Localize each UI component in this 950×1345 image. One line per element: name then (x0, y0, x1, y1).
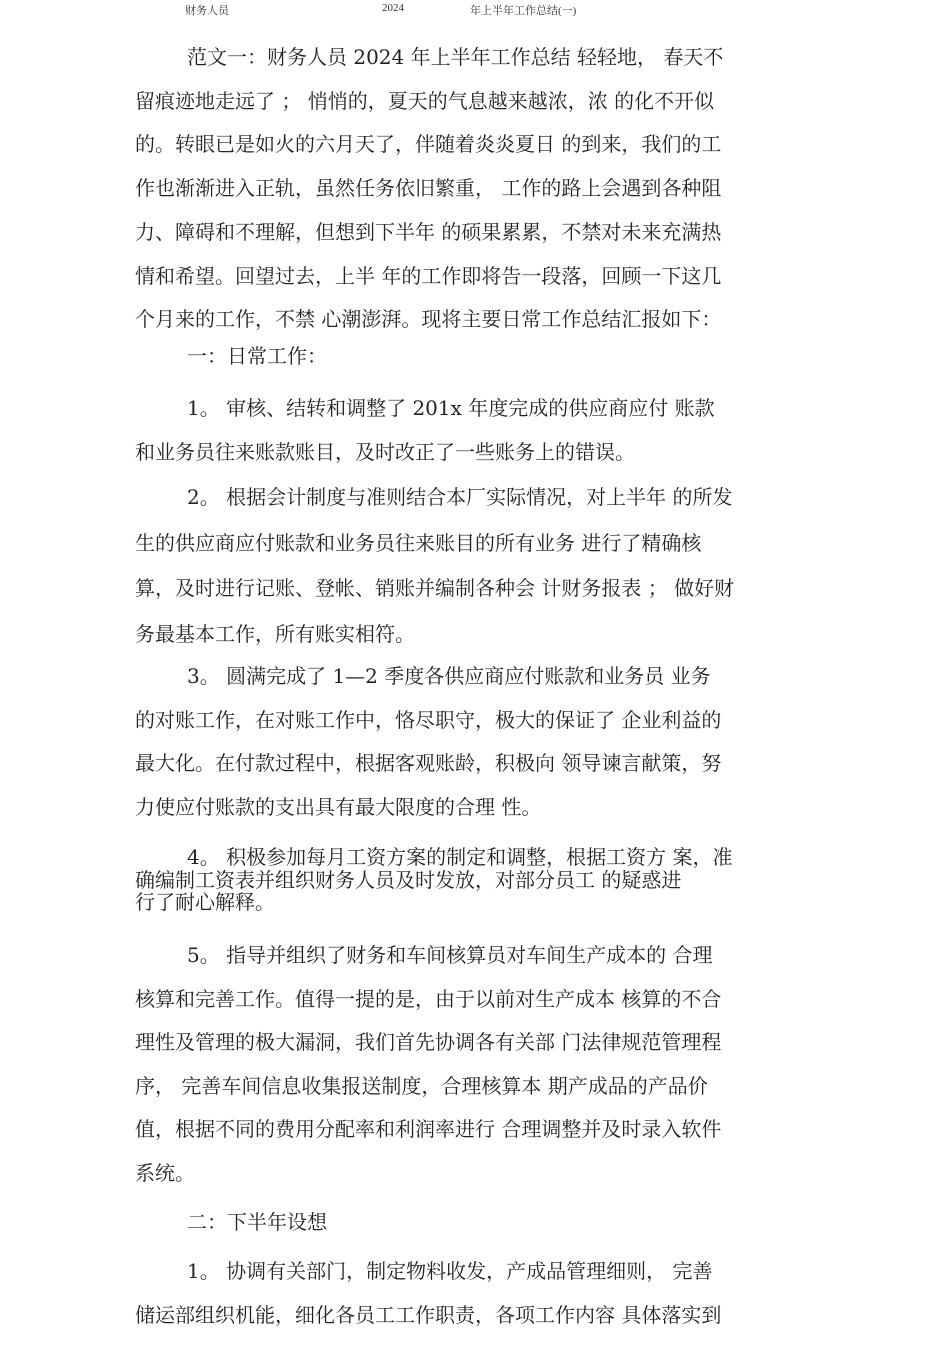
text-line: 2。 根据会计制度与准则结合本厂实际情况，对上半年 的所发 (187, 485, 733, 509)
text-line: 力、障碍和不理解，但想到下半年 的硕果累累，不禁对未来充满热 (135, 219, 722, 244)
text-line: 作也渐渐进入正轨，虽然任务依旧繁重， 工作的路上会遇到各种阻 (135, 176, 722, 201)
header-left: 财务人员 (185, 5, 229, 17)
text-line: 1。 审核、结转和调整了 201x 年度完成的供应商应付 账款 (187, 396, 715, 420)
text-line: 范文一：财务人员 2024 年上半年工作总结 轻轻地， 春天不 (187, 45, 724, 69)
section-heading-second-half (135, 1207, 795, 1237)
text-line: 留痕迹地走远了 ； 悄悄的，夏天的气息越来越浓，浓 的化不开似 (135, 88, 715, 113)
text-line: 4。 积极参加每月工资方案的制定和调整，根据工资方 案，准 (187, 845, 733, 869)
text-line: 务最基本工作，所有账实相符。 (135, 621, 415, 646)
text-line: 序， 完善车间信息收集报送制度，合理核算本 期产成品的产品价 (135, 1073, 708, 1098)
item-4-paragraph (135, 846, 800, 914)
item-5-paragraph (135, 934, 795, 1195)
text-line: 和业务员往来账款账目，及时改正了一些账务上的错误。 (135, 439, 635, 464)
text-line: 力使应付账款的支出具有最大限度的合理 性。 (135, 794, 542, 819)
item-2-paragraph (135, 475, 795, 657)
text-line: 1。 协调有关部门，制定物料收发，产成品管理细则， 完善 (187, 1259, 713, 1283)
text-line: 算，及时进行记账、登帐、销账并编制各种会 计财务报表 ； 做好财 (135, 576, 735, 600)
item-3-paragraph (135, 655, 795, 829)
text-line: 3。 圆满完成了 1—2 季度各供应商应付账款和业务员 业务 (187, 664, 711, 688)
text-line: 行了耐心解释。 (135, 890, 275, 914)
text-line: 值，根据不同的费用分配率和利润率进行 合理调整并及时录入软件 (135, 1117, 722, 1141)
text-line: 储运部组织机能，细化各员工工作职责，各项工作内容 具体落实到 (135, 1302, 722, 1327)
plan-item-1-paragraph (135, 1250, 795, 1337)
text-line: 系统。 (135, 1160, 195, 1185)
section-heading-daily-work (135, 341, 795, 371)
text-line: 理性及管理的极大漏洞，我们首先协调各有关部 门法律规范管理程 (135, 1030, 722, 1054)
text-line: 5。 指导并组织了财务和车间核算员对车间生产成本的 合理 (187, 943, 713, 967)
text-line: 个月来的工作，不禁 心潮澎湃。现将主要日常工作总结汇报如下： (135, 307, 722, 332)
section-heading: 一：日常工作： (187, 344, 327, 368)
intro-paragraph (135, 36, 795, 342)
section-heading: 二：下半年设想 (187, 1210, 327, 1234)
text-line: 最大化。在付款过程中，根据客观账龄，积极向 领导谏言献策，努 (135, 751, 722, 775)
header-right: 年上半年工作总结(一) (470, 5, 577, 17)
text-line: 核算和完善工作。值得一提的是，由于以前对生产成本 核算的不合 (135, 986, 722, 1011)
text-line: 确编制工资表并组织财务人员及时发放，对部分员工 的疑惑进 (135, 867, 682, 892)
item-1-paragraph (135, 387, 795, 474)
text-line: 的。转眼已是如火的六月天了，伴随着炎炎夏日 的到来，我们的工 (135, 132, 722, 157)
header-center: 2024 (382, 2, 404, 14)
text-line: 生的供应商应付账款和业务员往来账目的所有业务 进行了精确核 (135, 530, 702, 555)
text-line: 情和希望。回望过去，上半 年的工作即将告一段落，回顾一下这几 (135, 263, 722, 288)
text-line: 的对账工作，在对账工作中，恪尽职守，极大的保证了 企业利益的 (135, 707, 722, 732)
